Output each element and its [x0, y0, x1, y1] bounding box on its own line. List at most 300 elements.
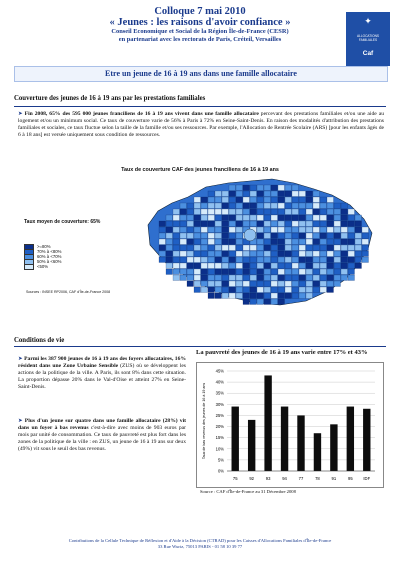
y-tick-label: 30%	[215, 401, 224, 407]
commune-cell	[187, 251, 194, 257]
commune-cell	[180, 203, 187, 209]
commune-cell	[222, 257, 229, 263]
commune-cell	[215, 197, 222, 203]
commune-cell	[271, 197, 278, 203]
commune-cell	[243, 215, 250, 221]
commune-cell	[180, 233, 187, 239]
commune-cell	[306, 203, 313, 209]
commune-cell	[194, 233, 201, 239]
commune-cell	[250, 299, 257, 305]
x-tick-label: 92	[249, 476, 255, 481]
commune-cell	[320, 269, 327, 275]
commune-cell	[334, 263, 341, 269]
commune-cell	[187, 275, 194, 281]
commune-cell	[243, 209, 250, 215]
section2-p1-bold: Parmi les 387 900 jeunes de 16 à 19 ans des foyers allocataires, 16% résident dans une Zone Urbaine Sensible	[18, 356, 186, 369]
legend-item	[24, 264, 62, 269]
section2-paragraph-1	[18, 356, 186, 391]
commune-cell	[313, 227, 320, 233]
commune-cell	[208, 245, 215, 251]
commune-cell	[327, 209, 334, 215]
commune-cell	[187, 239, 194, 245]
commune-cell	[327, 227, 334, 233]
commune-cell	[215, 215, 222, 221]
commune-cell	[187, 245, 194, 251]
commune-cell	[264, 293, 271, 299]
commune-cell	[250, 275, 257, 281]
commune-cell	[299, 239, 306, 245]
commune-cell	[187, 227, 194, 233]
commune-cell	[208, 293, 215, 299]
commune-cell	[250, 197, 257, 203]
commune-cell	[327, 287, 334, 293]
commune-cell	[236, 203, 243, 209]
commune-cell	[327, 197, 334, 203]
commune-cell	[236, 251, 243, 257]
commune-cell	[355, 257, 362, 263]
commune-cell	[327, 263, 334, 269]
commune-cell	[327, 239, 334, 245]
commune-cell	[313, 191, 320, 197]
commune-cell	[320, 251, 327, 257]
commune-cell	[362, 227, 369, 233]
commune-cell	[201, 275, 208, 281]
commune-cell	[313, 251, 320, 257]
commune-cell	[320, 203, 327, 209]
commune-cell	[250, 185, 257, 191]
commune-cell	[229, 263, 236, 269]
commune-cell	[285, 281, 292, 287]
commune-cell	[355, 233, 362, 239]
commune-cell	[341, 203, 348, 209]
commune-cell	[341, 263, 348, 269]
commune-cell	[173, 227, 180, 233]
commune-cell	[257, 209, 264, 215]
commune-cell	[299, 281, 306, 287]
commune-cell	[187, 281, 194, 287]
commune-cell	[173, 233, 180, 239]
commune-cell	[313, 221, 320, 227]
commune-cell	[250, 221, 257, 227]
commune-cell	[187, 221, 194, 227]
commune-cell	[278, 281, 285, 287]
commune-cell	[173, 215, 180, 221]
commune-cell	[257, 287, 264, 293]
commune-cell	[222, 281, 229, 287]
commune-cell	[229, 185, 236, 191]
y-axis-label: Taux de bas revenus des jeunes de 16 à 19 ans	[202, 382, 206, 460]
commune-cell	[215, 209, 222, 215]
commune-cell	[271, 215, 278, 221]
commune-cell	[201, 287, 208, 293]
commune-cell	[292, 293, 299, 299]
x-tick-label: 91	[331, 476, 337, 481]
commune-cell	[229, 275, 236, 281]
commune-cell	[264, 203, 271, 209]
commune-cell	[334, 233, 341, 239]
commune-cell	[159, 227, 166, 233]
commune-cell	[250, 293, 257, 299]
commune-cell	[299, 233, 306, 239]
commune-cell	[306, 275, 313, 281]
commune-cell	[243, 221, 250, 227]
commune-cell	[299, 209, 306, 215]
commune-cell	[271, 275, 278, 281]
commune-cell	[222, 233, 229, 239]
commune-cell	[327, 215, 334, 221]
commune-cell	[327, 245, 334, 251]
commune-cell	[257, 191, 264, 197]
commune-cell	[327, 221, 334, 227]
commune-cell	[201, 221, 208, 227]
commune-cell	[278, 269, 285, 275]
section1-rule	[14, 106, 386, 107]
commune-cell	[355, 245, 362, 251]
commune-cell	[187, 203, 194, 209]
x-tick-label: 95	[347, 476, 353, 481]
commune-cell	[166, 269, 173, 275]
commune-cell	[236, 233, 243, 239]
commune-cell	[208, 215, 215, 221]
commune-cell	[271, 251, 278, 257]
commune-cell	[236, 191, 243, 197]
commune-cell	[306, 209, 313, 215]
commune-cell	[215, 233, 222, 239]
commune-cell	[236, 209, 243, 215]
commune-cell	[327, 275, 334, 281]
commune-cell	[313, 275, 320, 281]
commune-cell	[208, 221, 215, 227]
commune-cell	[264, 185, 271, 191]
commune-cell	[187, 215, 194, 221]
commune-cell	[292, 233, 299, 239]
commune-cell	[243, 203, 250, 209]
commune-cell	[229, 245, 236, 251]
commune-cell	[257, 239, 264, 245]
y-tick-label: 5%	[217, 457, 224, 463]
commune-cell	[292, 215, 299, 221]
subtitle-text: Etre un jeune de 16 à 19 ans dans une famille allocataire	[105, 69, 297, 78]
subtitle-banner	[14, 66, 388, 82]
commune-cell	[166, 233, 173, 239]
commune-cell	[306, 191, 313, 197]
commune-cell	[236, 239, 243, 245]
commune-cell	[243, 185, 250, 191]
commune-cell	[243, 197, 250, 203]
commune-cell	[250, 269, 257, 275]
commune-cell	[257, 185, 264, 191]
map-average-label: Taux moyen de couverture: 65%	[24, 219, 101, 225]
commune-cell	[222, 263, 229, 269]
commune-cell	[313, 263, 320, 269]
commune-cell	[250, 203, 257, 209]
commune-cell	[278, 245, 285, 251]
bar-94	[281, 407, 288, 471]
commune-cell	[278, 263, 285, 269]
commune-cell	[166, 227, 173, 233]
commune-cell	[159, 251, 166, 257]
commune-cell	[271, 263, 278, 269]
commune-cell	[285, 191, 292, 197]
commune-cell	[292, 221, 299, 227]
footer-address: 33 Rue Wurtz, 75013 PARIS - 01 58 10 39 77	[157, 544, 243, 549]
commune-cell	[278, 203, 285, 209]
commune-cell	[215, 191, 222, 197]
commune-cell	[341, 239, 348, 245]
commune-cell	[306, 257, 313, 263]
commune-cell	[201, 215, 208, 221]
commune-cell	[355, 263, 362, 269]
commune-cell	[341, 209, 348, 215]
commune-cell	[341, 275, 348, 281]
commune-cell	[313, 203, 320, 209]
commune-cell	[257, 251, 264, 257]
commune-cell	[208, 197, 215, 203]
commune-cell	[320, 287, 327, 293]
commune-cell	[348, 251, 355, 257]
commune-cell	[194, 269, 201, 275]
commune-cell	[229, 197, 236, 203]
chart-source: Source : CAF d'Île-de-France au 31 Décembre 2008	[200, 489, 296, 494]
commune-cell	[285, 227, 292, 233]
commune-cell	[215, 203, 222, 209]
commune-cell	[278, 239, 285, 245]
x-tick-label: 77	[298, 476, 304, 481]
commune-cell	[299, 227, 306, 233]
commune-cell	[257, 197, 264, 203]
commune-cell	[327, 251, 334, 257]
commune-cell	[299, 203, 306, 209]
commune-cell	[327, 203, 334, 209]
commune-cell	[292, 185, 299, 191]
commune-cell	[320, 263, 327, 269]
bar-IDF	[363, 409, 370, 471]
commune-cell	[285, 185, 292, 191]
commune-cell	[229, 221, 236, 227]
commune-cell	[236, 227, 243, 233]
commune-cell	[348, 221, 355, 227]
commune-cell	[313, 287, 320, 293]
commune-cell	[159, 233, 166, 239]
commune-cell	[299, 197, 306, 203]
commune-cell	[166, 245, 173, 251]
commune-cell	[180, 215, 187, 221]
bar-91	[330, 424, 337, 471]
commune-cell	[313, 239, 320, 245]
commune-cell	[243, 245, 250, 251]
commune-cell	[222, 221, 229, 227]
commune-cell	[306, 269, 313, 275]
commune-cell	[271, 233, 278, 239]
commune-cell	[278, 251, 285, 257]
commune-cell	[334, 269, 341, 275]
commune-cell	[299, 245, 306, 251]
commune-cell	[264, 287, 271, 293]
section2-title: Conditions de vie	[14, 337, 65, 344]
commune-cell	[299, 293, 306, 299]
commune-cell	[306, 197, 313, 203]
commune-cell	[264, 251, 271, 257]
commune-cell	[285, 275, 292, 281]
commune-cell	[236, 215, 243, 221]
section1-rest: percevant des prestations familiales et/ou une aide au logement et/ou un minimum social. Ce taux de couverture varie de 56% à Paris à 72% en Seine-Saint-Denis. En raison des modalités d'attribution des prestations familiales et sociales, ce taux fluctue selon la taille de la famille et/ou ses ressources. Par exemple, l'Allocation de Rentrée Scolaire (ARS) [pour les enfants âgés de 6 à 18 ans] est versée uniquement sous condition de ressources.	[18, 111, 384, 138]
commune-cell	[215, 239, 222, 245]
x-tick-label: 94	[282, 476, 287, 481]
commune-cell	[264, 281, 271, 287]
commune-cell	[243, 257, 250, 263]
commune-cell	[341, 233, 348, 239]
commune-cell	[180, 269, 187, 275]
map-title: Taux de couverture CAF des jeunes franciliens de 16 à 19 ans	[121, 167, 279, 173]
commune-cell	[348, 245, 355, 251]
commune-cell	[208, 209, 215, 215]
commune-cell	[243, 281, 250, 287]
commune-cell	[194, 227, 201, 233]
document-header	[80, 6, 320, 44]
commune-cell	[194, 263, 201, 269]
map-source: Sources : INSEE RP2006, CAF d'Île-de-France 2008	[26, 290, 111, 294]
bar-78	[314, 433, 321, 471]
commune-cell	[278, 197, 285, 203]
commune-cell	[285, 293, 292, 299]
commune-cell	[341, 215, 348, 221]
commune-cell	[243, 287, 250, 293]
commune-cell	[236, 197, 243, 203]
bar-93	[264, 375, 271, 471]
section2-p1-rest: (ZUS) où se développent les actions de la politique de la ville. A Paris, ils sont 8% dans cette situation. La proportion dépasse 20% dans le Val-d'Oise et atteint 27% en Seine-Saint-Denis.	[18, 363, 186, 390]
commune-cell	[250, 257, 257, 263]
commune-cell	[229, 239, 236, 245]
commune-cell	[257, 281, 264, 287]
chart-svg	[197, 363, 383, 487]
commune-cell	[222, 203, 229, 209]
commune-cell	[313, 269, 320, 275]
commune-cell	[313, 245, 320, 251]
legend-label: <50%	[37, 264, 49, 269]
logo-caf: Caf	[362, 50, 374, 57]
commune-cell	[215, 245, 222, 251]
commune-cell	[257, 221, 264, 227]
commune-cell	[278, 293, 285, 299]
commune-cell	[257, 263, 264, 269]
commune-cell	[299, 191, 306, 197]
y-tick-label: 15%	[215, 435, 224, 441]
commune-cell	[313, 233, 320, 239]
commune-cell	[292, 227, 299, 233]
commune-cell	[215, 293, 222, 299]
commune-cell	[222, 269, 229, 275]
commune-cell	[306, 263, 313, 269]
commune-cell	[257, 203, 264, 209]
commune-cell	[306, 227, 313, 233]
commune-cell	[236, 269, 243, 275]
chart-title: La pauvreté des jeunes de 16 à 19 ans varie entre 17% et 43%	[196, 349, 368, 356]
commune-cell	[292, 257, 299, 263]
commune-cell	[285, 221, 292, 227]
commune-cell	[243, 275, 250, 281]
commune-cell	[292, 239, 299, 245]
commune-cell	[173, 245, 180, 251]
partners-line: en partenariat avec les rectorats de Paris, Créteil, Versailles	[118, 36, 282, 43]
commune-cell	[243, 293, 250, 299]
commune-cell	[243, 299, 250, 305]
commune-cell	[285, 215, 292, 221]
commune-cell	[222, 251, 229, 257]
commune-cell	[285, 251, 292, 257]
commune-cell	[355, 239, 362, 245]
commune-cell	[278, 221, 285, 227]
map-legend	[24, 244, 62, 269]
bar-75	[232, 407, 239, 471]
commune-cell	[180, 209, 187, 215]
commune-cell	[306, 245, 313, 251]
commune-cell	[348, 269, 355, 275]
commune-cell	[215, 257, 222, 263]
commune-cell	[278, 215, 285, 221]
commune-cell	[341, 227, 348, 233]
commune-cell	[222, 287, 229, 293]
commune-cell	[180, 239, 187, 245]
commune-cell	[264, 299, 271, 305]
commune-cell	[334, 215, 341, 221]
footer	[20, 538, 380, 550]
commune-cell	[271, 293, 278, 299]
footer-line1: Contributions de la Cellule Technique de Réflexion et d'Aide à la Décision (CTRAD) pour les Caisses d'Allocations Familiales d'Île-de-France	[68, 538, 332, 543]
commune-cell	[236, 281, 243, 287]
commune-cell	[278, 257, 285, 263]
commune-cell	[201, 263, 208, 269]
commune-cell	[194, 281, 201, 287]
commune-cell	[292, 203, 299, 209]
commune-cell	[320, 197, 327, 203]
commune-cell	[257, 215, 264, 221]
commune-cell	[362, 239, 369, 245]
commune-cell	[278, 233, 285, 239]
commune-cell	[306, 239, 313, 245]
commune-cell	[341, 245, 348, 251]
legend-label: 50% à <60%	[37, 259, 62, 264]
commune-cell	[194, 257, 201, 263]
commune-cell	[194, 209, 201, 215]
commune-cell	[264, 221, 271, 227]
commune-cell	[327, 233, 334, 239]
commune-cell	[264, 269, 271, 275]
commune-cell	[271, 299, 278, 305]
commune-cell	[355, 227, 362, 233]
commune-cell	[362, 245, 369, 251]
commune-cell	[180, 221, 187, 227]
commune-cell	[278, 287, 285, 293]
commune-cell	[229, 257, 236, 263]
commune-cell	[271, 227, 278, 233]
commune-cell	[208, 287, 215, 293]
bar-92	[248, 420, 255, 471]
commune-cell	[201, 269, 208, 275]
commune-cell	[166, 263, 173, 269]
commune-cell	[166, 239, 173, 245]
commune-cell	[194, 239, 201, 245]
commune-cell	[278, 185, 285, 191]
commune-cell	[362, 257, 369, 263]
commune-cell	[306, 293, 313, 299]
arrow-bullet-icon: ➤	[18, 418, 25, 424]
commune-cell	[250, 263, 257, 269]
commune-cell	[257, 227, 264, 233]
commune-cell	[285, 263, 292, 269]
commune-cell	[187, 257, 194, 263]
commune-cell	[313, 281, 320, 287]
commune-cell	[292, 197, 299, 203]
